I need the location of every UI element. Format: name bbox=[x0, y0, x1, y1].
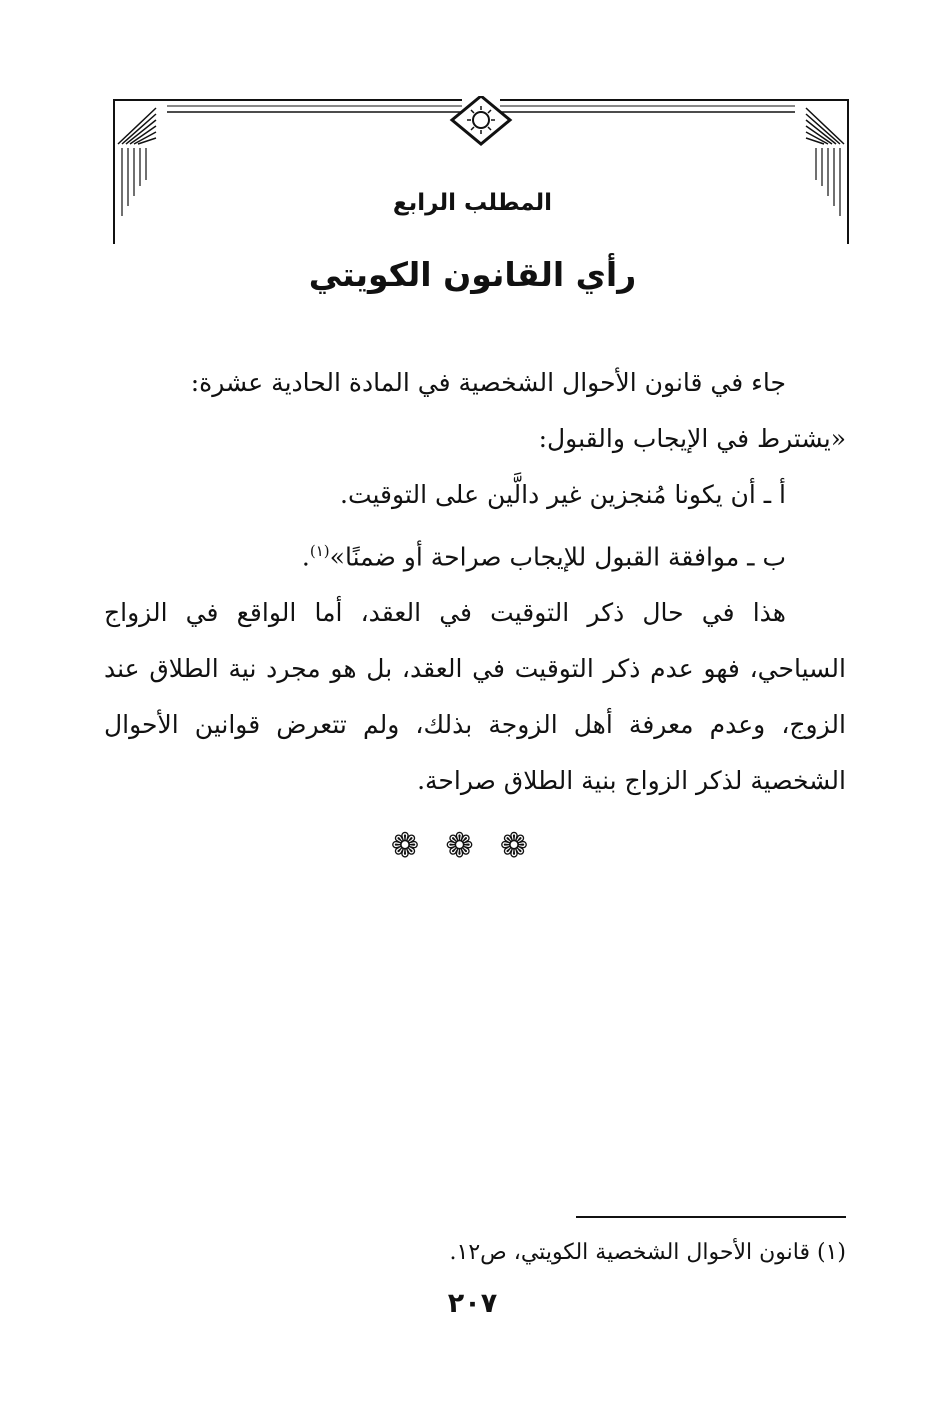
condition-item-b-end: . bbox=[301, 542, 310, 572]
condition-item-b bbox=[104, 523, 846, 585]
frame-border-graphic bbox=[112, 96, 850, 246]
body-text bbox=[104, 355, 846, 809]
condition-item-b-text: ب ـ موافقة القبول للإيجاب صراحة أو ضمنًا» bbox=[329, 542, 786, 572]
page-number: ٢٠٧ bbox=[447, 1288, 498, 1319]
footnote-separator bbox=[576, 1216, 846, 1218]
chapter-title: رأي القانون الكويتي bbox=[308, 255, 637, 294]
intro-line: جاء في قانون الأحوال الشخصية في المادة الحادية عشرة: bbox=[190, 368, 786, 397]
section-label: المطلب الرابع bbox=[392, 190, 553, 216]
footnote: (١) قانون الأحوال الشخصية الكويتي، ص١٢. bbox=[449, 1240, 846, 1265]
quote-opening: «يشترط في الإيجاب والقبول: bbox=[538, 424, 846, 453]
footnote-reference: (١) bbox=[309, 542, 330, 560]
body-paragraph: هذا في حال ذكر التوقيت في العقد، أما الواقع في الزواج السياحي، فهو عدم ذكر التوقيت في العقد، بل هو مجرد نية الطلاق عند الزوج، وعدم معرفة أهل الزوجة بذلك، ولم تتعرض قوانين الأحوال الشخصية لذكر الزواج بنية الطلاق صراحة. bbox=[104, 598, 846, 796]
header-frame-ornament bbox=[112, 96, 850, 246]
condition-item-a: أ ـ أن يكونا مُنجزين غير دالَّين على التوقيت. bbox=[340, 480, 786, 509]
section-end-ornament: ❁❁❁ bbox=[390, 826, 555, 866]
